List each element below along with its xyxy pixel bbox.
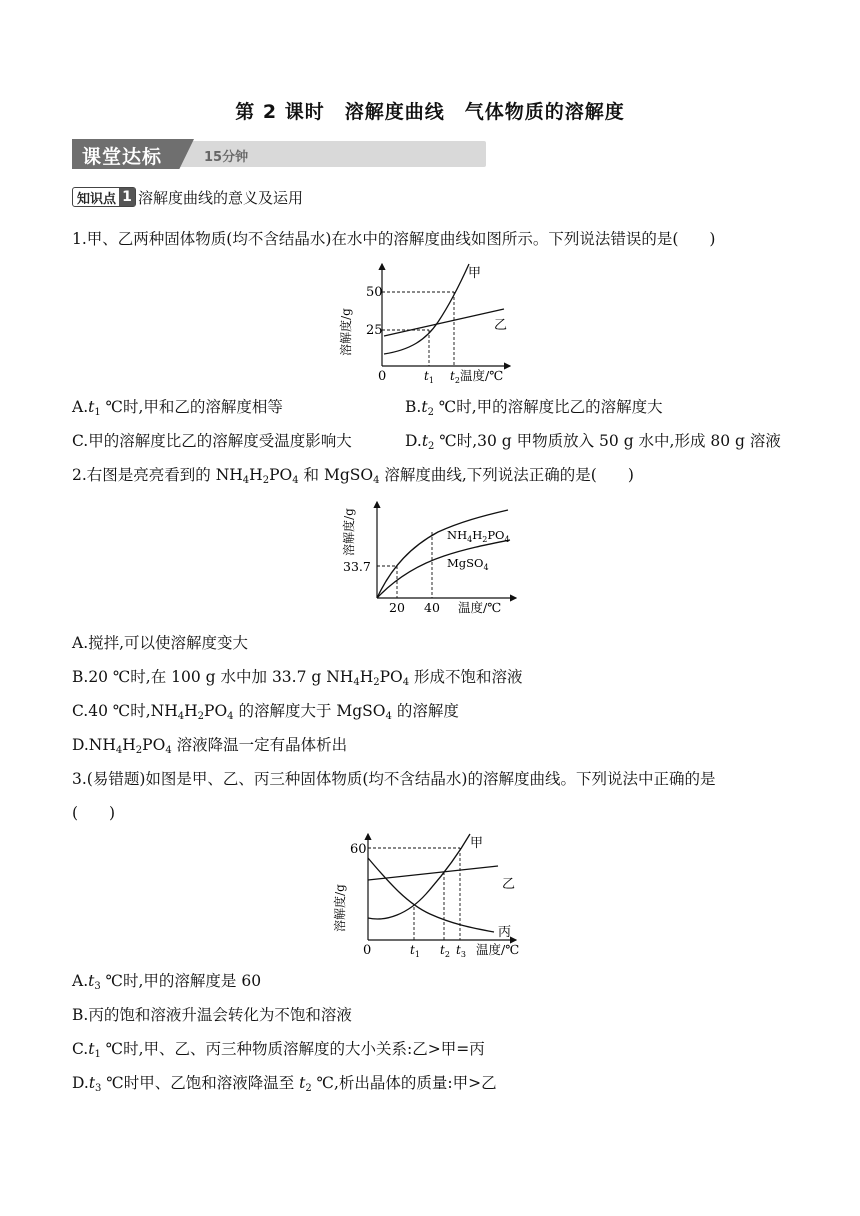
q3-origin: 0 [363, 943, 372, 958]
q1-xtick-t1: $t_1$ [424, 369, 434, 385]
q1-ytick-25: 25 [366, 323, 383, 338]
q3-option-d[interactable]: $D.t_3$ ℃时甲、乙饱和溶液降温至 $t_2$ ℃,析出晶体的质量:甲>乙 [72, 1074, 497, 1094]
q3-series-bing: 丙 [498, 925, 512, 940]
q1-option-b[interactable]: $B.t_2$ ℃时,甲的溶解度比乙的溶解度大 [405, 398, 663, 418]
q2-chart [340, 494, 530, 622]
q3-stem-line1: 3.(易错题)如图是甲、乙、丙三种固体物质(均不含结晶水)的溶解度曲线。下列说法中正确的是 [72, 770, 716, 788]
q3-ytick-60: 60 [350, 842, 367, 857]
knowledge-point-badge [72, 187, 136, 207]
q1-origin: 0 [378, 369, 387, 384]
knowledge-point-text: 溶解度曲线的意义及运用 [138, 188, 304, 207]
q1-option-a[interactable]: $A.t_1$ ℃时,甲和乙的溶解度相等 [72, 398, 283, 418]
q3-series-jia: 甲 [470, 836, 484, 851]
q2-option-c[interactable]: C.40 ℃时$,NH_4H_2PO_4$ 的溶解度大于 MgSO$_4$ 的溶解度 [72, 702, 459, 722]
q2-series-nh4h2po4: $NH_4H_2PO_4$ [447, 528, 510, 544]
q1-series-yi: 乙 [494, 318, 508, 333]
q1-option-c[interactable]: C.甲的溶解度比乙的溶解度受温度影响大 [72, 432, 352, 450]
q3-x-label: 温度/℃ [476, 942, 520, 957]
q1-chart [338, 256, 528, 388]
q3-curve-yi [368, 866, 498, 880]
q3-xtick-t1: $t_1$ [410, 943, 420, 959]
q2-option-b[interactable]: B.20 ℃时,在 100 g 水中加 33.7 g $NH_4H_2PO_4$ 形成不饱和溶液 [72, 668, 523, 688]
q3-xtick-t3: $t_3$ [456, 943, 466, 959]
q1-curve-jia [384, 264, 469, 354]
banner-label: 课堂达标 [82, 146, 163, 168]
q1-option-d[interactable]: $D.t_2$ ℃时,30 g 甲物质放入 50 g 水中,形成 80 g 溶液 [405, 432, 781, 452]
page-title: 第 2 课时 溶解度曲线 气体物质的溶解度 [235, 101, 625, 123]
q2-xtick-40: 40 [424, 600, 440, 615]
q1-y-label: 溶解度/g [339, 308, 353, 356]
banner-time: 15分钟 [204, 150, 249, 165]
q1-stem: 1.甲、乙两种固体物质(均不含结晶水)在水中的溶解度曲线如图所示。下列说法错误的是( ) [72, 230, 716, 248]
q2-xtick-20: 20 [389, 600, 405, 615]
knowledge-point-heading [72, 187, 303, 207]
q1-series-jia: 甲 [468, 266, 482, 281]
q2-option-d[interactable]: $D.NH_4H_2PO_4$ 溶液降温一定有晶体析出 [72, 736, 348, 756]
q3-y-label: 溶解度/g [333, 884, 347, 932]
q2-ytick: 33.7 [343, 559, 371, 574]
q3-option-b[interactable]: B.丙的饱和溶液升温会转化为不饱和溶液 [72, 1006, 352, 1024]
q2-y-label: 溶解度/g [342, 508, 356, 556]
q2-curve-nh4h2po4 [377, 510, 508, 598]
q3-stem-line2: ( ) [72, 804, 116, 822]
q1-ytick-50: 50 [366, 285, 383, 300]
knowledge-point-number: 1 [119, 188, 135, 206]
q2-series-mgso4: MgSO$_4$ [447, 556, 489, 572]
q2-option-a[interactable]: A.搅拌,可以使溶解度变大 [72, 634, 249, 652]
q3-series-yi: 乙 [502, 877, 516, 892]
q3-xtick-t2: $t_2$ [440, 943, 450, 959]
knowledge-point-label: 知识点 [77, 191, 117, 207]
q2-x-label: 温度/℃ [458, 600, 502, 615]
q3-option-c[interactable]: $C.t_1$ ℃时,甲、乙、丙三种物质溶解度的大小关系:乙>甲=丙 [72, 1040, 485, 1060]
q2-stem: 2.右图是亮亮看到的 $NH_4H_2PO_4$ 和 MgSO$_4$ 溶解度曲线,下列说法正确的是( ) [72, 466, 634, 486]
section-banner [72, 139, 486, 169]
q1-xtick-t2: $t_2$ [450, 369, 460, 385]
q3-chart [330, 828, 530, 964]
q1-x-label: 温度/℃ [460, 368, 504, 383]
q3-option-a[interactable]: $A.t_3$ ℃时,甲的溶解度是 60 [72, 972, 262, 992]
